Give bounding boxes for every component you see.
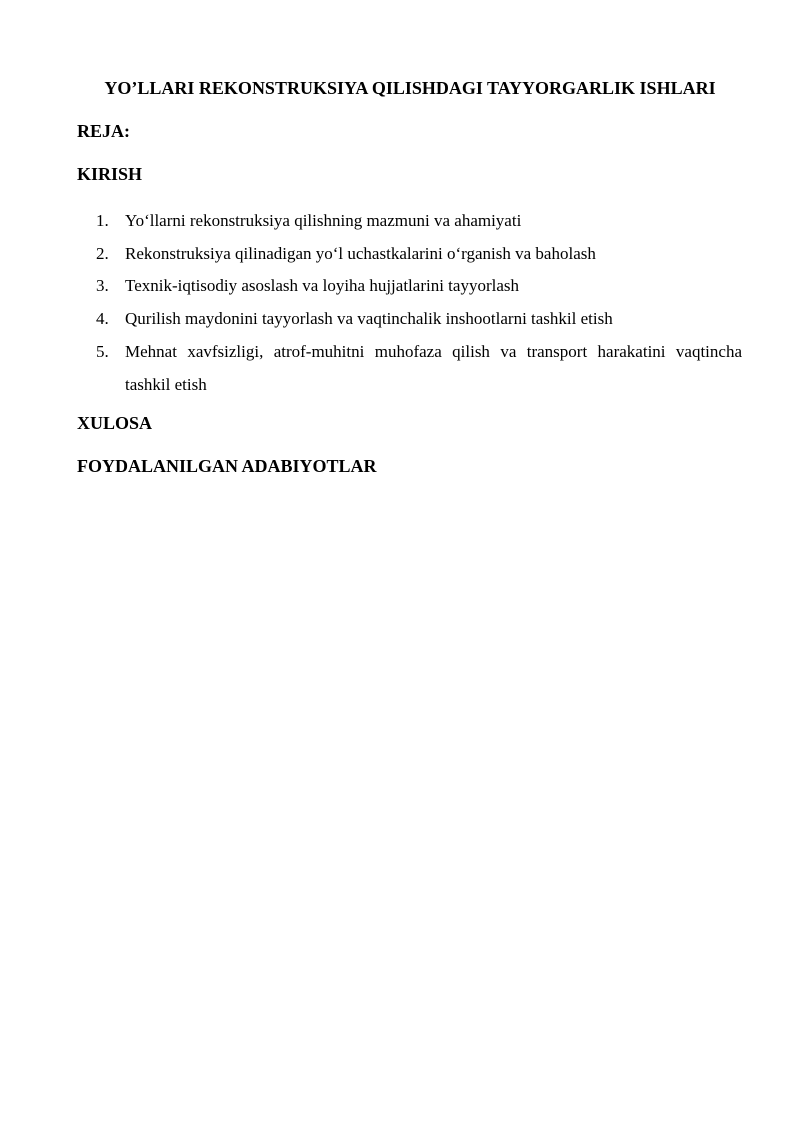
plan-item-text: Rekonstruksiya qilinadigan yo‘l uchastkalarini o‘rganish va baholash: [125, 243, 596, 263]
plan-item-number: 3.: [96, 276, 109, 296]
plan-item-text: Yo‘llarni rekonstruksiya qilishning mazmuni va ahamiyati: [125, 211, 522, 230]
plan-item-text: Qurilish maydonini tayyorlash va vaqtinchalik inshootlarni tashkil etish: [125, 309, 613, 329]
document-title: YO’LLARI REKONSTRUKSIYA QILISHDAGI TAYYORGARLIK ISHLARI: [104, 78, 716, 98]
plan-item-number: 2.: [96, 243, 109, 263]
plan-item-number: 4.: [96, 309, 109, 329]
references-heading: FOYDALANILGAN ADABIYOTLAR: [77, 456, 377, 476]
plan-item: [96, 303, 742, 336]
plan-item: [96, 270, 742, 303]
plan-item: [96, 238, 742, 271]
plan-item: [96, 205, 742, 238]
plan-item: [96, 336, 742, 401]
intro-heading: KIRISH: [77, 164, 143, 184]
plan-heading: REJA:: [77, 121, 130, 141]
plan-list: [96, 205, 742, 401]
plan-item-number: 1.: [96, 211, 109, 230]
plan-item-text: Mehnat xavfsizligi, atrof-muhitni muhofaza qilish va transport harakatini vaqtincha tashkil etish: [125, 341, 742, 394]
plan-item-number: 5.: [96, 341, 109, 361]
plan-item-text: Texnik-iqtisodiy asoslash va loyiha hujjatlarini tayyorlash: [125, 276, 519, 296]
conclusion-heading: XULOSA: [77, 413, 153, 433]
